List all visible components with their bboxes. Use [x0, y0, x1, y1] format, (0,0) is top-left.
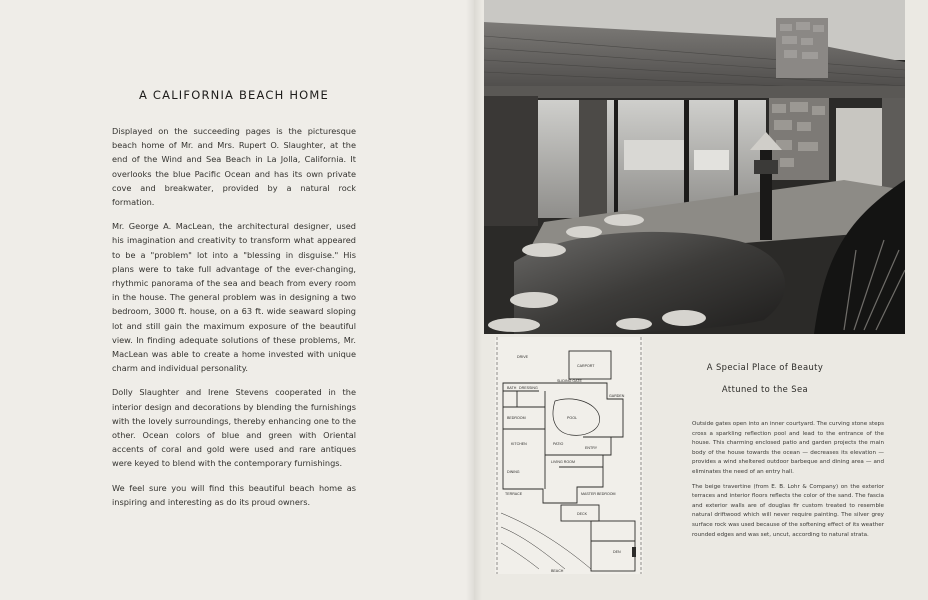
- plan-label-bedroom: BEDROOM: [507, 416, 526, 420]
- plan-label-living-room: LIVING ROOM: [551, 460, 575, 464]
- description-text: [692, 420, 884, 545]
- page-title: A CALIFORNIA BEACH HOME: [138, 88, 330, 102]
- plan-label-carport: CARPORT: [577, 364, 595, 368]
- plan-label-beach: BEACH: [551, 569, 564, 573]
- caption-line-2: Attuned to the Sea: [721, 384, 809, 394]
- plan-label-master-bedroom: MASTER BEDROOM: [581, 492, 616, 496]
- plan-label-kitchen: KITCHEN: [511, 442, 527, 446]
- description-courtyard: Outside gates open into an inner courtyard. The curving stone steps cross a sparkling reflection pool and lead to the entrance of the house. This charming enclosed patio and garden projects the main body of the house towards the ocean — decreases its elevation — provides a wind sheltered outdoor barbeque and dining area — and eliminates the need of an entry hall.: [692, 421, 884, 475]
- plan-label-garden: GARDEN: [609, 394, 625, 398]
- caption-line-1: A Special Place of Beauty: [706, 362, 824, 372]
- plan-label-sliding-gate: SLIDING GATE: [557, 379, 582, 383]
- floor-plan: [495, 337, 643, 574]
- plan-label-patio: PATIO: [553, 442, 564, 446]
- plan-label-drive: DRIVE: [517, 355, 528, 359]
- plan-label-dining: DINING: [507, 470, 520, 474]
- paragraph-closing: We feel sure you will find this beautiful beach home as inspiring and interesting as do its proud owners.: [112, 482, 356, 507]
- intro-text: [112, 124, 356, 519]
- plan-label-dressing: DRESSING: [519, 386, 538, 390]
- plan-label-entry: ENTRY: [585, 446, 598, 450]
- courtyard-photo: [484, 0, 905, 334]
- paragraph-intro: Displayed on the succeeding pages is the picturesque beach home of Mr. and Mrs. Rupert O. Slaughter, at the end of the Wind and Sea Beach in La Jolla, California. It overlooks the blue Pacific Ocean and has its own private cove and breakwater, provided by a natural rock formation.: [112, 126, 356, 208]
- plan-label-pool: POOL: [567, 416, 577, 420]
- description-materials: The beige travertine (from E. B. Lohr & Company) on the exterior terraces and interior floors reflects the color of the sand. The fascia and exterior walls are of douglas fir custom treated to resemble natural driftwood which will never require painting. The silver grey surface rock was used because of the softening effect of its weather rounded edges and was set, uncut, according to natural strata.: [692, 483, 884, 538]
- plan-label-deck: DECK: [577, 512, 587, 516]
- plan-label-den: DEN: [613, 550, 621, 554]
- paragraph-interior: Dolly Slaughter and Irene Stevens cooperated in the interior design and decorations by blending the furnishings with the lovely surroundings, thereby enhancing one to the other. Ocean colors of blue and green with Oriental accents of coral and gold were used and rare antiques were keyed to blend with the contemporary furnishings.: [112, 387, 356, 469]
- page-gutter: [466, 0, 482, 600]
- photo-caption: [700, 356, 830, 400]
- paragraph-designer: Mr. George A. MacLean, the architectural designer, used his imagination and creativity to transform what appeared to be a "problem" lot into a "blessing in disguise." His plans were to take full advantage of the ever-changing, rhythmic panorama of the sea and beach from every room in the house. The general problem was in designing a two bedroom, 3000 ft. house, on a 63 ft. wide seaward sloping lot and still gain the maximum exposure of the beautiful view. In finding adequate solutions of these problems, Mr. MacLean was able to create a home invested with unique charm and individual personality.: [112, 221, 356, 374]
- plan-label-terrace: TERRACE: [505, 492, 523, 496]
- plan-label-bath: BATH: [507, 386, 517, 390]
